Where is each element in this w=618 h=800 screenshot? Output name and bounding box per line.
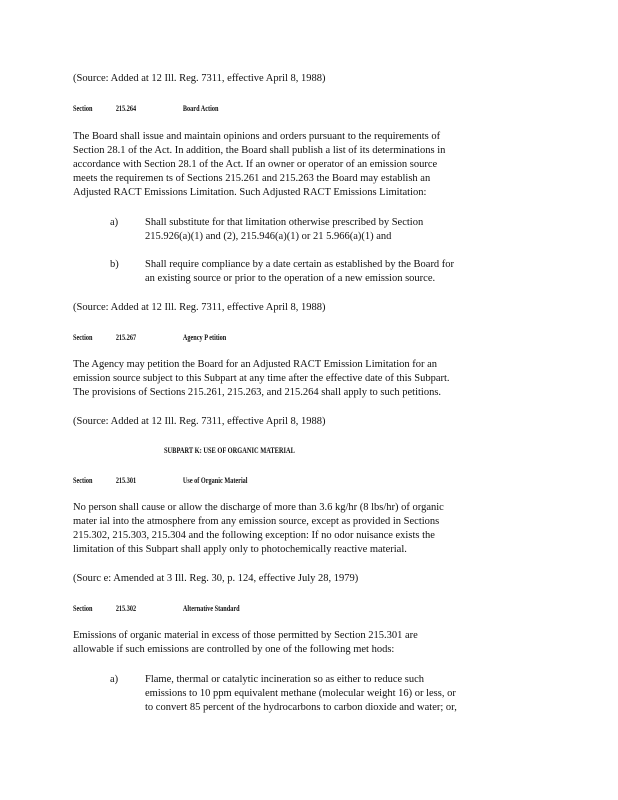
paragraph-line: limitation of this Subpart shall apply only to photochemically reactive material. — [73, 544, 407, 555]
section-number: 215.264 — [115, 104, 137, 113]
paragraph-line: allowable if such emissions are controlled by one of the following met hods: — [73, 644, 395, 655]
section-heading — [73, 103, 218, 115]
section-heading — [73, 475, 248, 487]
list-item-label: a) — [110, 217, 119, 228]
list-item-line: to convert 85 percent of the hydrocarbons to carbon dioxide and water; or, — [145, 702, 457, 713]
paragraph-line: Adjusted RACT Emissions Limitation. Such Adjusted RACT Emissions Limitation: — [73, 187, 427, 198]
section-heading — [73, 332, 226, 344]
section-label: Section — [73, 104, 93, 113]
paragraph-line: accordance with Section 28.1 of the Act. If an owner or operator of an emission source — [73, 159, 438, 170]
source-note: (Sourc e: Amended at 3 Ill. Reg. 30, p. 124, effective July 28, 1979) — [73, 573, 359, 584]
section-title: Use of Organic Material — [182, 476, 248, 485]
list-item-line: 215.926(a)(1) and (2), 215.946(a)(1) or 21 5.966(a)(1) and — [145, 231, 392, 242]
subpart-heading: SUBPART K: USE OF ORGANIC MATERIAL — [164, 446, 295, 455]
section-number: 215.301 — [115, 476, 137, 485]
paragraph-line: Section 28.1 of the Act. In addition, the Board shall publish a list of its determinations in — [73, 145, 446, 156]
paragraph-line: emission source subject to this Subpart at any time after the effective date of this Subpart. — [73, 373, 450, 384]
section-number: 215.267 — [115, 333, 137, 342]
section-label: Section — [73, 333, 93, 342]
source-note: (Source: Added at 12 Ill. Reg. 7311, effective April 8, 1988) — [73, 302, 326, 313]
paragraph-line: The Board shall issue and maintain opinions and orders pursuant to the requirements of — [73, 131, 441, 142]
paragraph-line: No person shall cause or allow the discharge of more than 3.6 kg/hr (8 lbs/hr) of organic — [73, 502, 444, 513]
source-note: (Source: Added at 12 Ill. Reg. 7311, effective April 8, 1988) — [73, 73, 326, 84]
list-item-label: b) — [110, 259, 119, 270]
list-item-label: a) — [110, 674, 119, 685]
list-item-line: Flame, thermal or catalytic incineration so as either to reduce such — [145, 674, 425, 685]
list-item-line: an existing source or prior to the operation of a new emission source. — [145, 273, 436, 284]
section-label: Section — [73, 604, 93, 613]
list-item-line: Shall require compliance by a date certain as established by the Board for — [145, 259, 455, 270]
source-note: (Source: Added at 12 Ill. Reg. 7311, effective April 8, 1988) — [73, 416, 326, 427]
paragraph-line: 215.302, 215.303, 215.304 and the following exception: If no odor nuisance exists the — [73, 530, 435, 541]
paragraph-line: meets the requiremen ts of Sections 215.261 and 215.263 the Board may establish an — [73, 173, 431, 184]
paragraph-line: The Agency may petition the Board for an Adjusted RACT Emission Limitation for an — [73, 359, 438, 370]
section-title: Alternative Standard — [182, 604, 240, 613]
paragraph-line: Emissions of organic material in excess of those permitted by Section 215.301 are — [73, 630, 418, 641]
paragraph-line: mater ial into the atmosphere from any emission source, except as provided in Sections — [73, 516, 440, 527]
list-item-line: emissions to 10 ppm equivalent methane (molecular weight 16) or less, or — [145, 688, 456, 699]
section-number: 215.302 — [115, 604, 137, 613]
paragraph-line: The provisions of Sections 215.261, 215.263, and 215.264 shall apply to such petitions. — [73, 387, 442, 398]
list-item-line: Shall substitute for that limitation otherwise prescribed by Section — [145, 217, 424, 228]
section-title: Board Action — [182, 104, 219, 113]
section-heading — [73, 603, 240, 615]
section-label: Section — [73, 476, 93, 485]
section-title: Agency P etition — [182, 333, 227, 342]
